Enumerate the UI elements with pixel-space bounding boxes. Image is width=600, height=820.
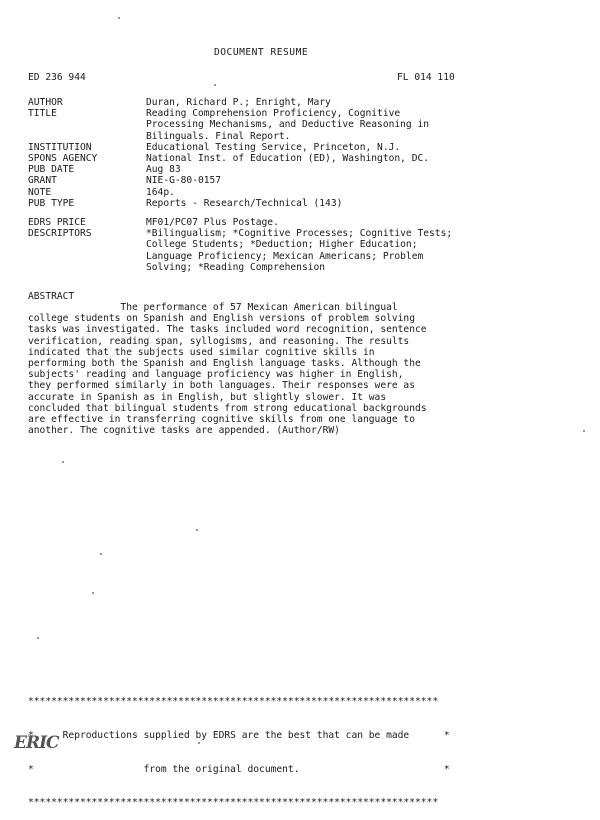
- scan-speck: [214, 84, 216, 86]
- eric-logo: ERIC: [14, 733, 59, 753]
- fl-number: FL 014 110: [397, 72, 455, 83]
- scan-speck: [100, 553, 102, 555]
- field-value: Aug 83: [146, 164, 181, 176]
- scan-speck: [583, 430, 585, 432]
- scan-speck: [198, 742, 200, 744]
- field-label: PUB TYPE: [28, 197, 75, 209]
- field-value: MF01/PC07 Plus Postage.: [146, 217, 279, 229]
- notice-line-2: * from the original document. *: [28, 763, 450, 775]
- field-spons-agency: [28, 153, 452, 164]
- abstract-label: ABSTRACT: [28, 291, 75, 302]
- field-gap: [28, 209, 452, 217]
- field-label: INSTITUTION: [28, 141, 92, 153]
- field-value: Reports - Research/Technical (143): [146, 197, 343, 209]
- scan-speck: [196, 529, 198, 531]
- field-label: NOTE: [28, 186, 52, 198]
- metadata-fields: [28, 97, 452, 273]
- field-value: Educational Testing Service, Princeton, N.J.: [146, 141, 401, 153]
- scan-speck: [118, 17, 120, 19]
- field-institution: [28, 142, 452, 153]
- notice-border-bottom: ***********************************************************************: [28, 797, 439, 809]
- field-value: Reading Comprehension Proficiency, Cognitive Processing Mechanisms, and Deductive Reasoning in Bilinguals. Final Report.: [146, 108, 430, 142]
- field-value: NIE-G-80-0157: [146, 175, 222, 187]
- scan-speck: [92, 592, 94, 594]
- field-label: DESCRIPTORS: [28, 228, 92, 240]
- field-label: GRANT: [28, 175, 57, 187]
- field-value: Duran, Richard P.; Enright, Mary: [146, 97, 331, 108]
- notice-line-1: * Reproductions supplied by EDRS are the best that can be made *: [28, 730, 450, 742]
- field-pub-type: [28, 198, 452, 209]
- reproduction-notice: [28, 674, 450, 820]
- field-label: EDRS PRICE: [28, 217, 86, 229]
- field-author: [28, 97, 452, 108]
- field-value: National Inst. of Education (ED), Washington, DC.: [146, 153, 430, 165]
- field-pub-date: [28, 164, 452, 175]
- field-label: TITLE: [28, 108, 57, 120]
- field-value: 164p.: [146, 186, 175, 198]
- field-title: [28, 108, 452, 142]
- field-grant: [28, 175, 452, 186]
- field-descriptors: [28, 228, 452, 273]
- scan-speck: [62, 461, 64, 463]
- field-note: [28, 187, 452, 198]
- ed-number: ED 236 944: [28, 72, 86, 83]
- field-label: PUB DATE: [28, 164, 75, 176]
- notice-border-top: ***********************************************************************: [28, 696, 439, 708]
- field-label: SPONS AGENCY: [28, 153, 98, 165]
- scan-speck: [37, 637, 39, 639]
- field-edrs-price: [28, 217, 452, 228]
- abstract-text: The performance of 57 Mexican American bilingual college students on Spanish and English versions of problem solving tasks was investigated. The tasks included word recognition, sentence verification, reading span, syllogisms, and reasoning. The results indicated that the subjects used similar cognitive skills in performing both the Spanish and English language tasks. Although the subjects' reading and language proficiency was higher in English, they performed similarly in both languages. Their responses were as accurate in Spanish as in English, but slightly slower. It was concluded that bilingual students from strong educational backgrounds are effective in transferring cognitive skills from one language to another. The cognitive tasks are appended. (Author/RW): [28, 302, 427, 437]
- field-value: *Bilingualism; *Cognitive Processes; Cognitive Tests; College Students; *Deduction; Higher Education; Language Proficiency; Mexican Americans; Problem Solving; *Reading Comprehension: [146, 228, 453, 273]
- field-label: AUTHOR: [28, 97, 63, 108]
- document-heading: DOCUMENT RESUME: [214, 47, 309, 58]
